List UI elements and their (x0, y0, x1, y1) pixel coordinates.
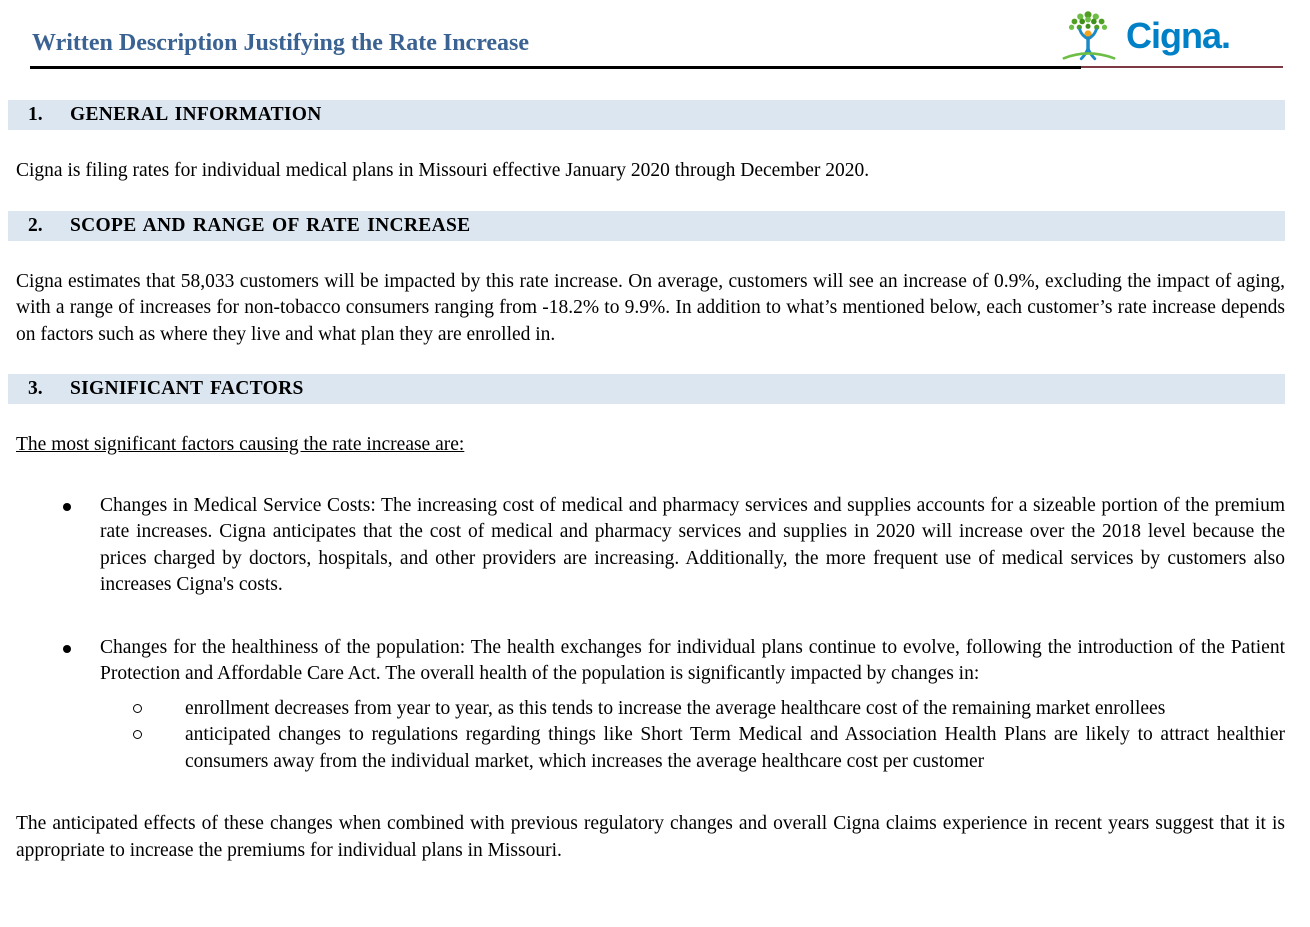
bullet-item-population-healthiness (16, 635, 1285, 688)
cigna-logo (1058, 6, 1230, 66)
significant-factors-lead: The most significant factors causing the rate increase are: (16, 434, 465, 455)
section-heading-label: SIGNIFICANT FACTORS (70, 378, 304, 399)
hollow-bullet-icon (133, 704, 142, 713)
page-header (16, 0, 1285, 70)
bullet-text: Changes in Medical Service Costs: The increasing cost of medical and pharmacy services and supplies accounts for a sizeable portion of the premium rate increases. Cigna anticipates that the cost of medical and pharmacy services and supplies in 2020 will increase over the 2018 level because the prices charged by doctors, hospitals, and other providers are increasing. Additionally, the more frequent use of medical services by customers also increases Cigna's costs. (100, 494, 1285, 595)
paragraph-scope: Cigna estimates that 58,033 customers will be impacted by this rate increase. On average, customers will see an increase of 0.9%, excluding the impact of aging, with a range of increases for non-tobacco consumers ranging from -18.2% to 9.9%. In addition to what’s mentioned below, each customer’s rate increase depends on factors such as where they live and what plan they are enrolled in. (16, 270, 1285, 345)
section-number: 2. (28, 214, 43, 236)
divider-maroon-segment (1081, 66, 1283, 68)
page-title: Written Description Justifying the Rate Increase (32, 30, 530, 56)
section-number: 1. (28, 104, 43, 125)
hollow-bullet-icon (133, 730, 142, 739)
bullet-text: Changes for the healthiness of the population: The health exchanges for individual plans continue to evolve, following the introduction of the Patient Protection and Affordable Care Act. The overall health of the population is significantly impacted by changes in: (100, 636, 1285, 684)
paragraph-general-information: Cigna is filing rates for individual medical plans in Missouri effective January 2020 through December 2020. (16, 160, 870, 181)
cigna-wordmark: Cigna. (1125, 15, 1230, 56)
subbullet-item-enrollment-decreases (16, 696, 1285, 723)
bullet-item-medical-service-costs (16, 493, 1285, 599)
section-header-general-information (8, 100, 1285, 130)
closing-paragraph: The anticipated effects of these changes when combined with previous regulatory changes and overall Cigna claims experience in recent years suggest that it is appropriate to increase the premiums for individual plans in Missouri. (16, 813, 1285, 861)
section-header-scope (8, 211, 1285, 241)
section-header-significant-factors (8, 374, 1285, 404)
section-number: 3. (28, 378, 43, 399)
section-heading-label: GENERAL INFORMATION (70, 104, 322, 125)
bullet-icon (63, 503, 71, 511)
divider-black-segment (30, 66, 1081, 69)
subbullet-text: enrollment decreases from year to year, as this tends to increase the average healthcare cost of the remaining market enrollees (185, 697, 1166, 719)
cigna-tree-of-life-icon (1058, 6, 1120, 66)
bullet-icon (63, 645, 71, 653)
section-heading-label: SCOPE AND RANGE OF RATE INCREASE (70, 214, 471, 236)
header-divider (30, 66, 1285, 69)
subbullet-text: anticipated changes to regulations regarding things like Short Term Medical and Association Health Plans are likely to attract healthier consumers away from the individual market, which increases the average healthcare cost per customer (185, 724, 1285, 772)
subbullet-item-regulation-changes (16, 722, 1285, 775)
